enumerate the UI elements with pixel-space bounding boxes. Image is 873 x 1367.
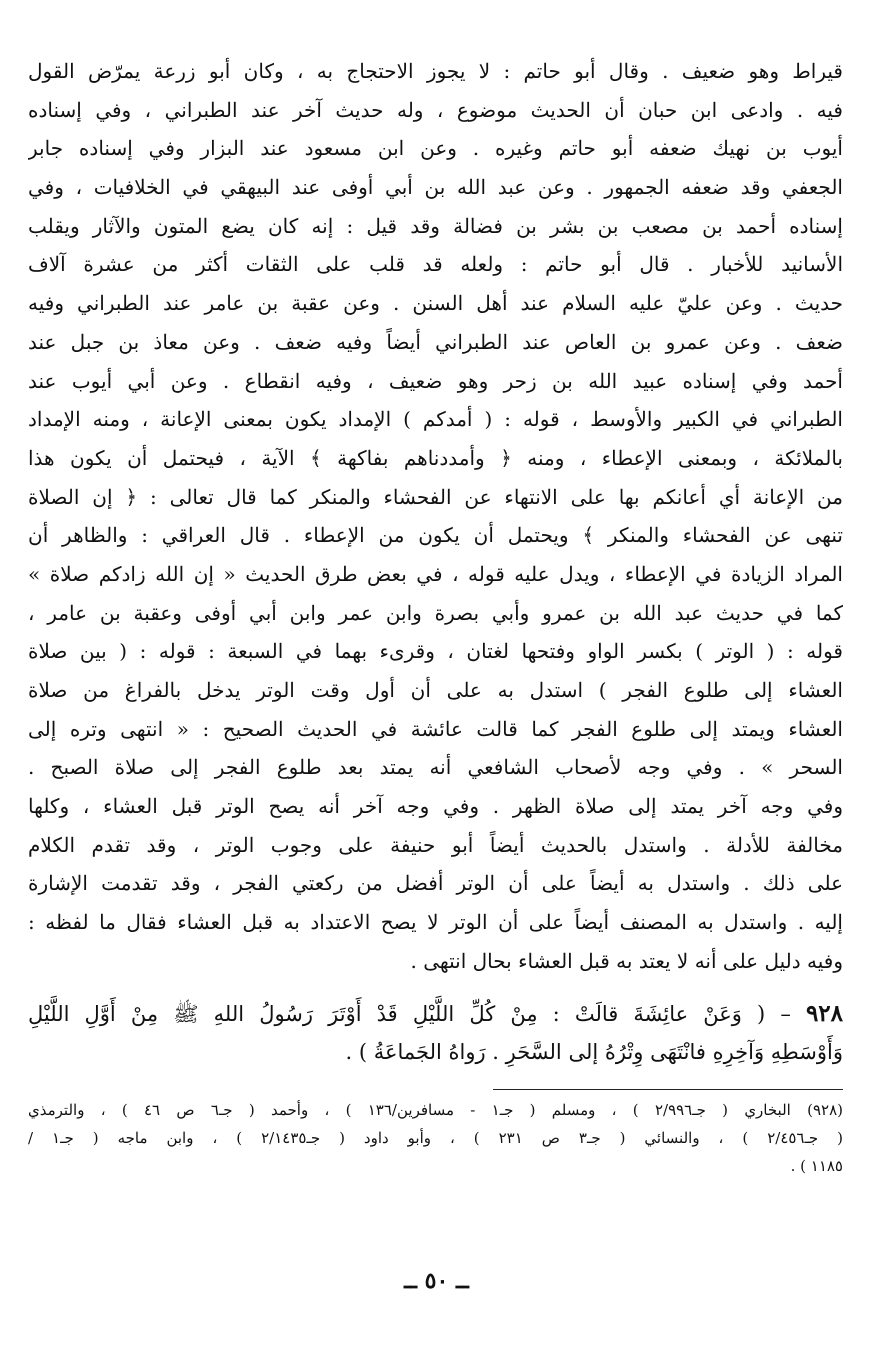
page-number: ــ ٥٠ ــ <box>404 1268 469 1294</box>
commentary-line: من الإعانة أي أعانكم بها على الانتهاء عن الفحشاء والمنكر كما قال تعالى : ﴿ إن الصلاة <box>28 484 843 509</box>
commentary-line: إليه . واستدل به المصنف أيضاً على أن الوتر لا يصح الاعتداد به قبل العشاء فقال ما لفظه : <box>28 910 843 935</box>
commentary-line: تنهى عن الفحشاء والمنكر ﴾ ويحتمل أن يكون من الإعطاء . قال العراقي : والظاهر أن <box>28 523 843 548</box>
footnote-separator <box>493 1089 843 1090</box>
commentary-line: وفيه دليل على أنه لا يعتد به قبل العشاء بحال انتهى . <box>410 948 843 973</box>
commentary-line: كما في حديث عبد الله بن عمرو وأبي بصرة وابن عمر وابن أبي أوفى وعقبة بن عامر ، <box>28 600 843 625</box>
footnote-line: ( جـ٢/٤٥٦ ) ، والنسائي ( جـ٣ ص ٢٣١ ) ، وأبو داود ( جـ٢/١٤٣٥ ) ، وابن ماجه ( جـ١ / <box>28 1128 843 1147</box>
commentary-line: المراد الزيادة في الإعطاء ، ويدل عليه قوله ، في بعض طرق الحديث « إن الله زادكم صلاة » <box>28 561 843 586</box>
hadith-text: – ( وَعَنْ عائِشَةَ قالَتْ : مِنْ كُلِّ اللَّيْلِ قَدْ أَوْتَرَ رَسُولُ اللهِ ﷺ مِنْ أَوَّلِ اللَّيْلِ <box>28 1001 791 1026</box>
footnote <box>28 1096 843 1180</box>
hadith-number: ٩٢٨ <box>805 999 843 1027</box>
hadith-block <box>28 995 843 1071</box>
commentary-line: قوله : ( الوتر ) بكسر الواو وفتحها لغتان ، وقرىء بهما في السبعة : قوله : ( بين صلاة <box>28 639 843 664</box>
commentary-line: العشاء ويمتد إلى طلوع الفجر كما قالت عائشة في الحديث الصحيح : « انتهى وتره إلى <box>28 716 843 741</box>
commentary-line: حديث . وعن عليّ عليه السلام عند أهل السنن . وعن عقبة بن عامر عند الطبراني وفيه <box>28 291 843 316</box>
commentary-line: بالملائكة ، وبمعنى الإعطاء ، ومنه ﴿ وأمددناهم بفاكهة ﴾ الآية ، فيحتمل أن يكون هذا <box>28 445 843 470</box>
footnote-line: ١١٨٥ ) . <box>790 1156 843 1175</box>
commentary-line: ضعف . وعن عمرو بن العاص عند الطبراني أيضاً وفيه ضعف . وعن معاذ بن جبل عند <box>28 329 843 354</box>
hadith-line <box>28 995 843 1033</box>
document-page <box>28 52 843 1180</box>
commentary-line: السحر » . وفي وجه لأصحاب الشافعي أنه يمتد بعد طلوع الفجر إلى صلاة الصبح . <box>28 755 843 780</box>
commentary-line: العشاء إلى طلوع الفجر ) استدل به على أن أول وقت الوتر يدخل بالفراغ من صلاة <box>28 678 843 702</box>
commentary-line: أحمد وفي إسناده عبيد الله بن زحر وهو ضعيف ، وفيه انقطاع . وعن أبي أيوب عند <box>28 368 843 393</box>
commentary-line: على ذلك . واستدل به أيضاً على أن الوتر أفضل من ركعتي الفجر ، وقد تقدمت الإشارة <box>28 871 843 896</box>
commentary-line: أيوب بن نهيك ضعفه أبو حاتم وغيره . وعن ابن مسعود عند البزار وفي إسناده جابر <box>28 136 843 161</box>
commentary-line: الأسانيد للأخبار . قال أبو حاتم : ولعله قد قلب على الثقات أكثر من عشرة آلاف <box>28 252 843 277</box>
commentary-line: قيراط وهو ضعيف . وقال أبو حاتم : لا يجوز الاحتجاج به ، وكان أبو زرعة يمرّض القول <box>28 59 843 83</box>
commentary-line: الجعفي وقد ضعفه الجمهور . وعن عبد الله بن أبي أوفى عند البيهقي في الخلافيات ، وفي <box>28 175 843 200</box>
commentary-text <box>28 52 843 981</box>
commentary-line: إسناده أحمد بن مصعب بن بشر بن فضالة وقد قيل : إنه كان يضع المتون والآثار ويقلب <box>28 213 843 238</box>
commentary-line: الطبراني في الكبير والأوسط ، قوله : ( أمدكم ) الإمداد يكون بمعنى الإعانة ، ومنه الإمداد <box>28 407 843 432</box>
commentary-line: وفي وجه آخر يمتد إلى صلاة الظهر . وفي وجه آخر أنه يصح الوتر قبل العشاء ، وكلها <box>28 794 843 819</box>
footnote-line: (٩٢٨) البخاري ( جـ٢/٩٩٦ ) ، ومسلم ( جـ١ - مسافرين/١٣٦ ) ، وأحمد ( جـ٦ ص ٤٦ ) ، والترمذي <box>28 1100 843 1119</box>
hadith-line: وَأَوْسَطِهِ وَآخِرِهِ فانْتَهَى وِتْرُهُ إلى السَّحَرِ . رَواهُ الجَماعَةُ ) . <box>345 1039 843 1064</box>
commentary-line: مخالفة للأدلة . واستدل بالحديث أيضاً أبو حنيفة على وجوب الوتر ، وقد تقدم الكلام <box>28 832 843 857</box>
commentary-line: فيه . وادعى ابن حبان أن الحديث موضوع ، وله حديث آخر عند الطبراني ، وفي إسناده <box>28 97 843 122</box>
